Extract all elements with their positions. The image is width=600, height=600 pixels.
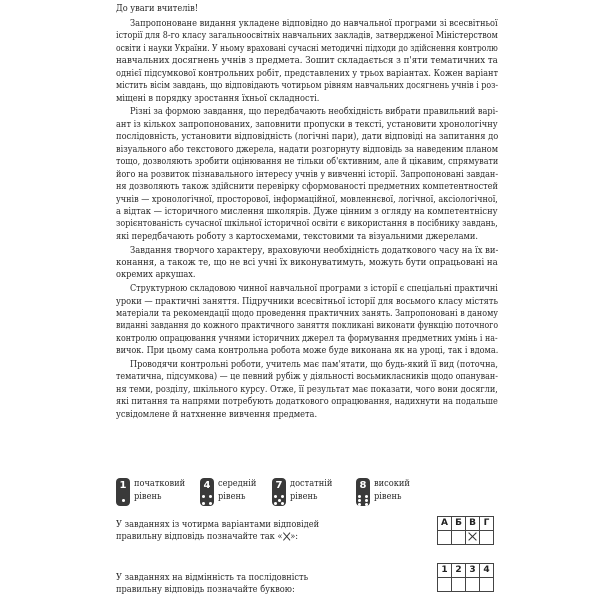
grid-answer-cell <box>480 578 494 592</box>
text-line-content: усвідомлене й натхненне вивчення предмета. <box>116 408 318 420</box>
text-line <box>116 269 498 281</box>
text-line-content: виданні завдання до кожного практичного заняття покликані виконати функцію поточного <box>116 320 499 332</box>
text-line <box>116 206 498 218</box>
instruction-choice-end: »: <box>290 531 299 542</box>
level-number: 1 <box>119 480 127 491</box>
text-line-content: вичок. При цьому сама контрольна робота може буде виконана як на уроці, так і вдома. <box>116 345 499 357</box>
answer-grid-choice <box>437 516 494 545</box>
text-line-content: контролю опрацювання учнями історичних джерел та формування предметних умінь і на- <box>116 332 498 344</box>
instruction-choice-line1: У завданнях із чотирма варіантами відповідей <box>116 519 320 530</box>
text-line <box>116 320 498 332</box>
level-badge-icon <box>356 478 370 506</box>
answer-grid-match <box>437 563 494 592</box>
text-line <box>116 409 498 421</box>
grid-header-cell: Г <box>480 517 494 531</box>
text-line-content: конання, а також те, що не всі учні їх виконуватимуть, можуть бути опрацьовані на <box>116 256 498 268</box>
grid-header-cell: 4 <box>480 564 494 578</box>
text-line-content: Завдання творчого характеру, враховуючи необхідність додаткового часу на їх ви- <box>130 244 499 256</box>
grid-header-cell: Б <box>452 517 466 531</box>
text-line-content: візуального або текстового джерела, надати розгорнуту відповідь за наведеним планом <box>116 143 499 155</box>
text-line <box>116 333 498 345</box>
text-line-content: учнів — хронологічної, просторової, інформаційної, мовленнєвої, логічної, аксіологічної, <box>116 193 498 205</box>
grid-answer-cell <box>452 578 466 592</box>
level-label: середній <box>218 478 257 489</box>
text-line <box>116 144 498 156</box>
grid-header-cell: В <box>466 517 480 531</box>
level-legend <box>116 475 506 509</box>
text-line-content: його на розвиток пізнавального інтересу учнів у вивченні історії. Запропоновані завдан- <box>116 168 499 180</box>
text-line <box>130 245 498 257</box>
instruction-match-line1: У завданнях на відмінність та послідовність <box>116 572 309 583</box>
text-line-content: які передбачають роботу з картосхемами, текстовими та візуальними джерелами. <box>116 230 479 242</box>
level-dots-icon <box>201 494 213 506</box>
text-line-content: Структурною складовою чинної навчальної програми з історії є спеціальні практичні <box>130 283 498 295</box>
grid-answer-cell <box>466 531 480 545</box>
level-label-word: рівень <box>218 491 246 502</box>
instruction-choice-text: правильну відповідь позначайте так « <box>116 531 283 542</box>
level-label-word: рівень <box>374 491 402 502</box>
grid-answer-cell <box>438 578 452 592</box>
text-line <box>116 43 498 55</box>
level-dots-icon <box>117 494 129 506</box>
level-dots-icon <box>357 494 369 506</box>
level-badge-icon <box>272 478 286 506</box>
text-line <box>116 218 498 230</box>
text-line-content: ня дозволяють також здійснити перевірку сформованості предметних компетентностей <box>116 181 498 193</box>
text-line <box>116 131 498 143</box>
text-line-content: ант із кількох запропонованих, заповнити пропуски в тексті, установити хронологічну <box>116 118 498 130</box>
text-line <box>116 68 498 80</box>
text-line <box>116 169 498 181</box>
cross-mark-icon <box>468 532 477 541</box>
text-line <box>116 156 498 168</box>
text-line <box>116 55 498 67</box>
level-badge-icon <box>116 478 130 506</box>
text-line <box>130 18 498 30</box>
level-number: 4 <box>203 480 211 491</box>
text-line <box>116 80 498 92</box>
level-number: 7 <box>275 480 283 491</box>
text-line-content: однієї підсумкової контрольних робіт, представлених у трьох варіантах. Кожен варіант <box>116 67 499 79</box>
text-line <box>130 283 498 295</box>
text-line-content: освіти і науки України. У ньому враховані сучасні методичні підходи до здійснення контролю <box>116 42 498 54</box>
page-heading: До уваги вчителів! <box>116 3 199 14</box>
grid-header-cell: 2 <box>452 564 466 578</box>
level-badge-icon <box>200 478 214 506</box>
text-line <box>116 371 498 383</box>
text-line-content: які питання та напрями потребують додаткового опрацювання, надихнути на подальше <box>116 396 498 408</box>
text-line-content: Проводячи контрольні роботи, учитель має пам'ятати, що будь-який її вид (поточна, <box>130 358 498 370</box>
text-line <box>130 359 498 371</box>
text-line-content: ня теми, розділу, шкільного курсу. Отже, її результат має показати, чого вони досягли, <box>116 383 498 395</box>
cross-mark-icon <box>283 532 291 541</box>
text-line <box>116 296 498 308</box>
text-line <box>116 345 498 357</box>
text-line <box>130 106 498 118</box>
instruction-match-line2: правильну відповідь позначайте буквою: <box>116 584 295 595</box>
grid-answer-cell <box>452 531 466 545</box>
level-label-word: рівень <box>134 491 162 502</box>
level-label: початковий <box>134 478 186 489</box>
level-label: високий <box>374 478 410 489</box>
text-line <box>116 384 498 396</box>
grid-answer-cell <box>466 578 480 592</box>
grid-header-cell: 1 <box>438 564 452 578</box>
level-label: достатній <box>290 478 333 489</box>
text-line-content: тематична, підсумкова) — це певний рубіж у діяльності восьмикласників щодо опануван- <box>116 371 498 383</box>
text-line-content: тощо, дозволяють зробити оцінювання не тільки об'єктивним, але й цікавим, спрямувати <box>116 156 499 168</box>
grid-header-cell: 3 <box>466 564 480 578</box>
text-line-content: окремих аркушах. <box>116 269 196 281</box>
text-line-content: навчальних досягнень учнів з предмета. Зошит складається з п'яти тематичних та <box>116 55 498 67</box>
grid-answer-cell <box>438 531 452 545</box>
text-line <box>116 231 498 243</box>
text-line <box>116 308 498 320</box>
text-line-content: Різні за формою завдання, що передбачають необхідність вибрати правильний варі- <box>130 106 499 118</box>
text-line <box>116 93 498 105</box>
text-line-content: міщені в порядку зростання їхньої складності. <box>116 92 320 104</box>
text-line <box>116 181 498 193</box>
instruction-choice-line2 <box>116 531 298 543</box>
text-line-content: а відтак — історичного мислення школярів. Дуже цінним з огляду на компетентнісну <box>116 205 498 217</box>
text-line <box>116 257 498 269</box>
level-dots-icon <box>273 494 285 506</box>
grid-answer-cell <box>480 531 494 545</box>
level-label-word: рівень <box>290 491 318 502</box>
text-line-content: уроки — практичні заняття. Підручники всесвітньої історії для восьмого класу містять <box>116 295 498 307</box>
grid-header-cell: А <box>438 517 452 531</box>
text-line <box>116 194 498 206</box>
text-line-content: матеріали та рекомендації щодо проведення практичних занять. Запропоновані в даному <box>116 307 499 319</box>
text-line-content: історії для 8-го класу загальноосвітніх навчальних закладів, затвердженої Міністерством <box>116 30 498 42</box>
text-line-content: послідовність, установити відповідність (логічні пари), дати відповіді на запитання до <box>116 131 499 143</box>
text-line-content: зорієнтованість сучасної шкільної історичної освіти є використання в посібнику завдань, <box>116 218 498 230</box>
level-number: 8 <box>359 480 367 491</box>
text-line <box>116 119 498 131</box>
text-line-content: містить вісім завдань, що відповідають чотирьом рівням навчальних досягнень учнів і роз- <box>116 80 499 92</box>
text-line <box>116 30 498 42</box>
text-line-content: Запропоноване видання укладене відповідно до навчальної програми зі всесвітньої <box>130 18 498 29</box>
text-line <box>116 396 498 408</box>
